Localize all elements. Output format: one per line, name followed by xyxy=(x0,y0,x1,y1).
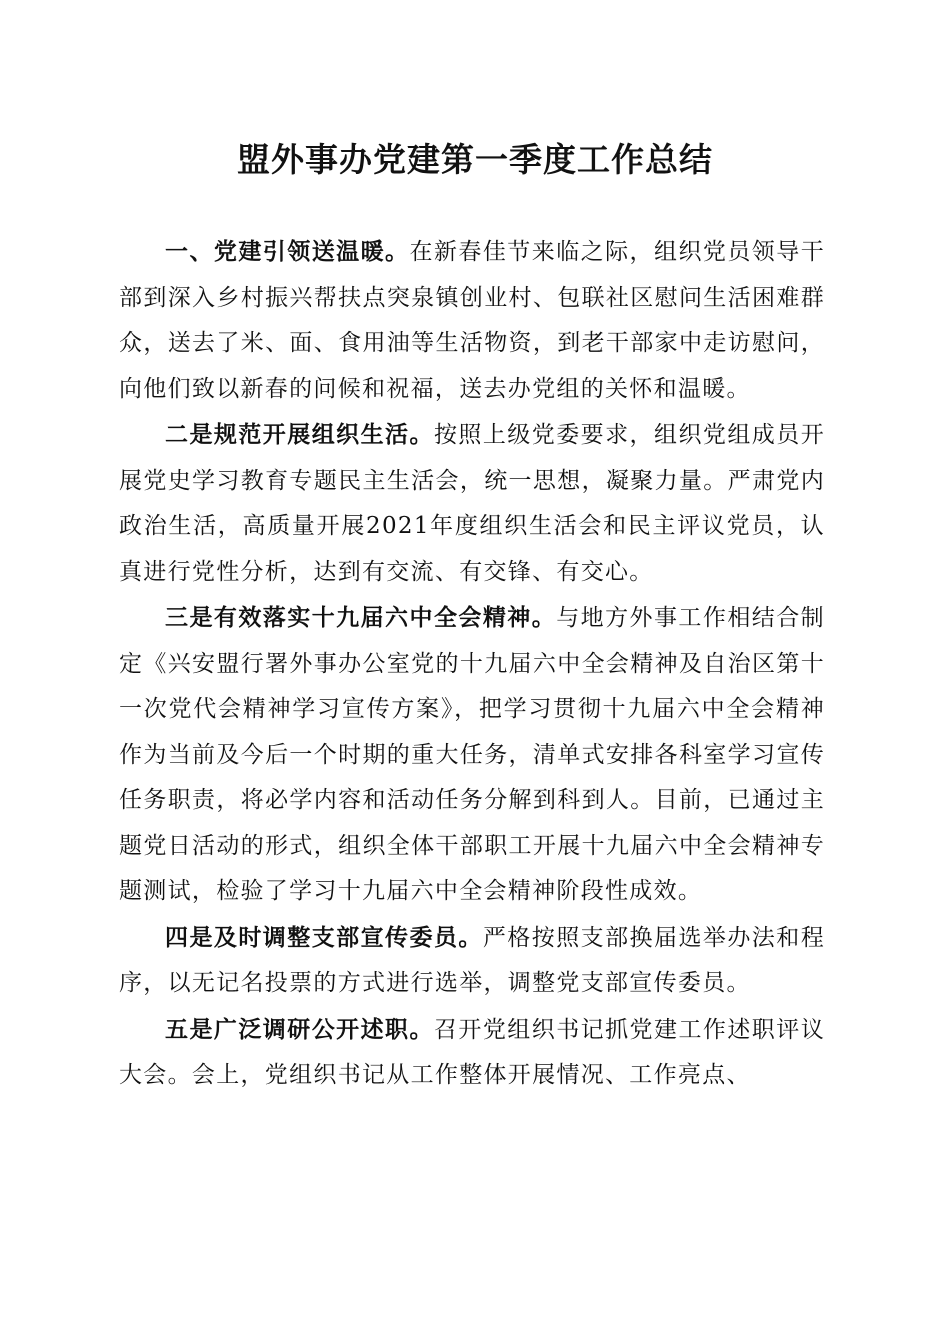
paragraph-3-text: 与地方外事工作相结合制定《兴安盟行署外事办公室党的十九届六中全会精神及自治区第十一次党代会精神学习宣传方案》，把学习贯彻十九届六中全会精神作为当前及今后一个时期的重大任务，清单式安排各科室学习宣传任务职责，将必学内容和活动任务分解到科到人。目前，已通过主题党日活动的形式，组织全体干部职工开展十九届六中全会精神专题测试，检验了学习十九届六中全会精神阶段性成效。 xyxy=(119,605,825,904)
paragraph-2-lead: 二是规范开展组织生活。 xyxy=(165,421,434,448)
paragraph-3 xyxy=(119,595,825,915)
paragraph-5-text: 召开党组织书记抓党建工作述职评议大会。会上，党组织书记从工作整体开展情况、工作亮点、 xyxy=(119,1016,825,1088)
paragraph-4-lead: 四是及时调整支部宣传委员。 xyxy=(165,923,483,951)
paragraph-2 xyxy=(119,412,825,595)
document-body xyxy=(119,229,825,1099)
paragraph-2-text: 按照上级党委要求，组织党组成员开展党史学习教育专题民主生活会，统一思想，凝聚力量。严肃党内政治生活，高质量开展2021年度组织生活会和民主评议党员，认真进行党性分析，达到有交流、有交锋、有交心。 xyxy=(119,422,825,585)
paragraph-5-lead: 五是广泛调研公开述职。 xyxy=(165,1015,434,1043)
paragraph-1-lead: 一、党建引领送温暖。 xyxy=(165,238,410,265)
page-title: 盟外事办党建第一季度工作总结 xyxy=(237,140,713,179)
paragraph-4 xyxy=(119,915,825,1007)
paragraph-1 xyxy=(119,229,825,412)
paragraph-1-text: 在新春佳节来临之际，组织党员领导干部到深入乡村振兴帮扶点突泉镇创业村、包联社区慰问生活困难群众，送去了米、面、食用油等生活物资，到老干部家中走访慰问，向他们致以新春的问候和祝福，送去办党组的关怀和温暖。 xyxy=(119,239,825,402)
paragraph-5 xyxy=(119,1007,825,1099)
paragraph-3-lead: 三是有效落实十九届六中全会精神。 xyxy=(165,604,557,631)
paragraph-4-text: 严格按照支部换届选举办法和程序，以无记名投票的方式进行选举，调整党支部宣传委员。 xyxy=(119,924,826,996)
